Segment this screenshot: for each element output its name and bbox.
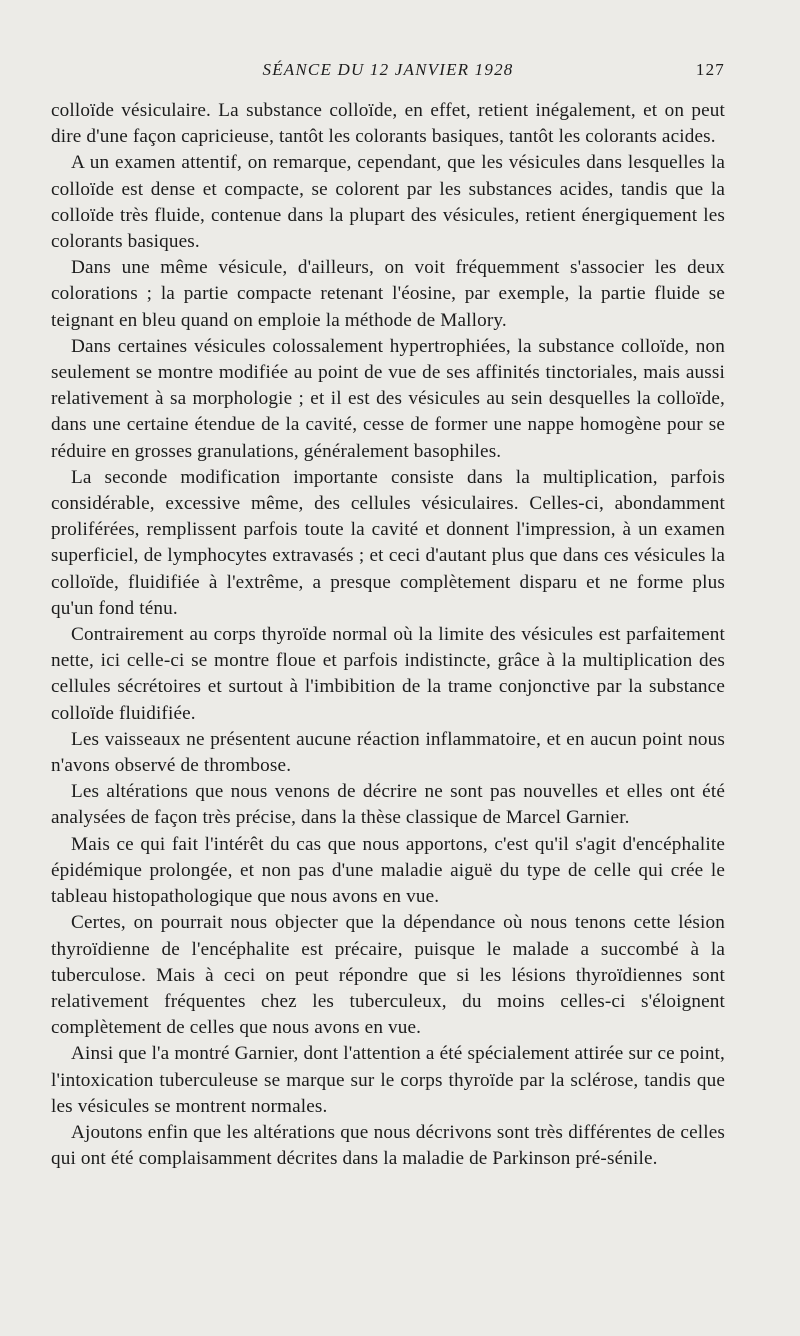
paragraph: Ajoutons enfin que les altérations que nous décrivons sont très différentes de celles qui ont été complaisamment décrites dans la maladie de Parkinson pré-sénile. — [51, 1121, 725, 1170]
paragraph: Dans une même vésicule, d'ailleurs, on voit fréquemment s'associer les deux colorations ; la partie compacte retenant l'éosine, par exemple, la partie fluide se teignant en bleu quand on emploie la méthode de Mallory. — [51, 257, 725, 331]
paragraph: Les vaisseaux ne présentent aucune réaction inflammatoire, et en aucun point nous n'avons observé de thrombose. — [51, 728, 725, 777]
paragraph: Contrairement au corps thyroïde normal où la limite des vésicules est parfaitement nette, ici celle-ci se montre floue et parfois indistincte, grâce à la multiplication des cellules sécrétoires et surtout à l'imbibition de la trame conjonctive par la substance colloïde fluidifiée. — [51, 624, 725, 724]
paragraph: Dans certaines vésicules colossalement hypertrophiées, la substance colloïde, non seulement se montre modifiée au point de vue de ses affinités tinctoriales, mais aussi relativement à sa morphologie ; et il est des vésicules au sein desquelles la colloïde, dans une certaine étendue de la cavité, cesse de former une nappe homogène pour se réduire en grosses granulations, généralement basophiles. — [51, 335, 725, 462]
page-number: 127 — [695, 60, 725, 79]
paragraph: colloïde vésiculaire. La substance colloïde, en effet, retient inégalement, et on peut dire d'une façon capricieuse, tantôt les colorants basiques, tantôt les colorants acides. — [51, 100, 725, 148]
page-header — [51, 58, 725, 98]
paragraph: La seconde modification importante consiste dans la multiplication, parfois considérable, excessive même, des cellules vésiculaires. Celles-ci, abondamment proliférées, remplissent parfois toute la cavité et donnent l'impression, à un examen superficiel, de lymphocytes extravasés ; et ceci d'autant plus que dans ces vésicules la colloïde, fluidifiée à l'extrême, a presque complètement disparu et ne forme plus qu'un fond ténu. — [51, 466, 725, 619]
body-text — [51, 98, 725, 1172]
paragraph: Certes, on pourrait nous objecter que la dépendance où nous tenons cette lésion thyroïdienne de l'encéphalite est précaire, puisque le malade a succombé à la tuberculose. Mais à ceci on peut répondre que si les lésions thyroïdiennes sont relativement fréquentes chez les tuberculeux, du moins celles-ci s'éloignent complètement de celles que nous avons en vue. — [51, 912, 725, 1039]
paragraph: Mais ce qui fait l'intérêt du cas que nous apportons, c'est qu'il s'agit d'encéphalite épidémique prolongée, et non pas d'une maladie aiguë du type de celle qui crée le tableau histopathologique que nous avons en vue. — [51, 833, 725, 908]
paragraph: Les altérations que nous venons de décrire ne sont pas nouvelles et elles ont été analysées de façon très précise, dans la thèse classique de Marcel Garnier. — [51, 781, 725, 829]
paragraph: Ainsi que l'a montré Garnier, dont l'attention a été spécialement attirée sur ce point, l'intoxication tuberculeuse se marque sur le corps thyroïde par la sclérose, tandis que les vésicules se montrent normales. — [51, 1043, 725, 1117]
running-head: SÉANCE DU 12 JANVIER 1928 — [262, 60, 514, 79]
paragraph: A un examen attentif, on remarque, cependant, que les vésicules dans lesquelles la colloïde est dense et compacte, se colorent par les substances acides, tandis que la colloïde très fluide, contenue dans la plupart des vésicules, retient énergiquement les colorants basiques. — [51, 152, 725, 253]
